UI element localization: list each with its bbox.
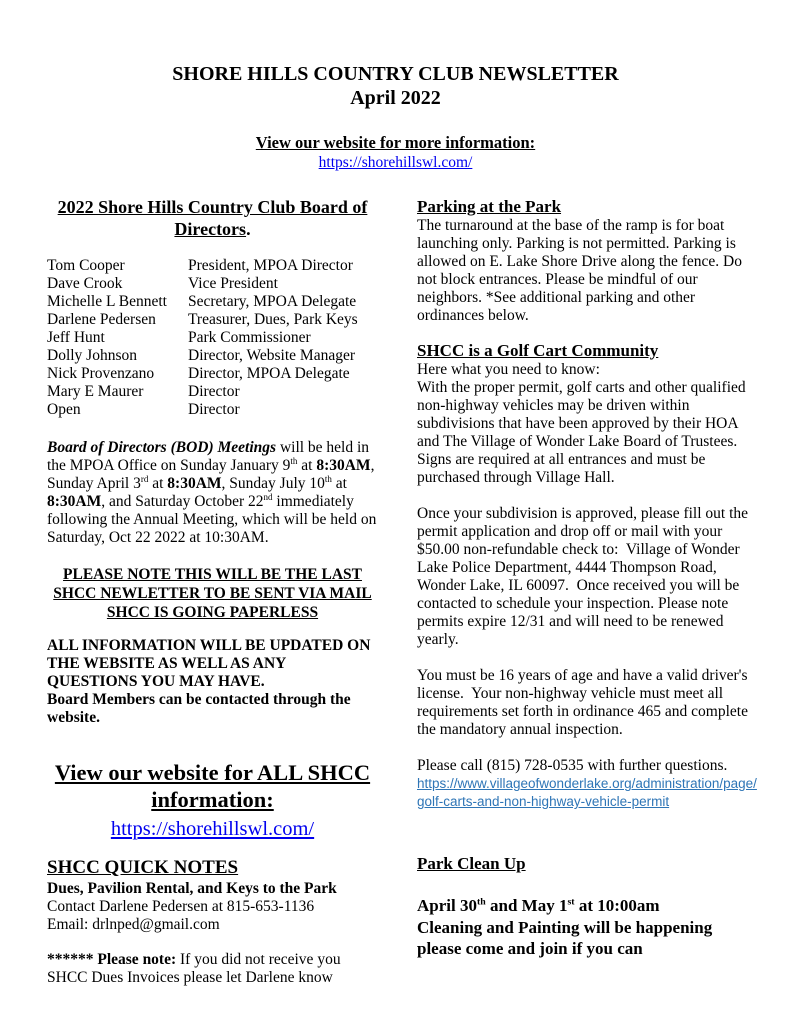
board-member-row — [47, 383, 378, 401]
dues-note-text: If you did not receive you SHCC Dues Invoices please let Darlene know — [47, 951, 341, 986]
dues-note — [47, 951, 378, 987]
member-role: President, MPOA Director — [188, 257, 353, 274]
page-title — [0, 62, 791, 110]
park-cleanup-details — [417, 895, 763, 960]
quick-notes-heading: SHCC QUICK NOTES — [47, 857, 239, 878]
cleanup-activity-line: Cleaning and Painting will be happening — [417, 917, 713, 937]
golf-cart-paragraph: With the proper permit, golf carts and other qualified non-highway vehicles may be driven within subdivisions that have been approved by their HOA and The Village of Wonder Lake Board of Trustees. Signs are required at all entrances and must be purchased through Village Hall. — [417, 379, 750, 486]
view-all-section — [47, 759, 378, 842]
newsletter-header — [0, 0, 791, 173]
permit-paragraph: Once your subdivision is approved, please fill out the permit application and drop off or mail with your $50.00 non-refundable check to: Village of Wonder Lake Police Department, 4444 Thompson Road, Wonder Lake, IL 60097. Once received you will be contacted to schedule your inspection. Please note permits expire 12/31 and will need to be renewed yearly. — [417, 505, 752, 648]
board-heading — [47, 196, 378, 240]
newsletter-date: April 2022 — [350, 87, 441, 109]
board-heading-period: . — [246, 219, 251, 239]
member-role: Vice President — [188, 275, 278, 292]
dues-subheading: Dues, Pavilion Rental, and Keys to the Park — [47, 880, 337, 897]
member-role: Secretary, MPOA Delegate — [188, 293, 357, 310]
board-contact-note: Board Members can be contacted through the website. — [47, 691, 351, 726]
board-members-list — [47, 257, 378, 419]
left-column — [47, 196, 378, 987]
page-title-line1: SHORE HILLS COUNTRY CLUB NEWSLETTER — [172, 63, 619, 85]
questions-line: Please call (815) 728-0535 with further questions. — [417, 757, 728, 774]
member-name: Dave Crook — [47, 275, 123, 292]
right-column — [417, 196, 763, 960]
parking-heading: Parking at the Park — [417, 197, 562, 216]
bod-meetings-paragraph: Board of Directors (BOD) Meetings will be held in the MPOA Office on Sunday January 9th at 8:30AM, Sunday April 3rd at 8:30AM, Sunday July 10th at 8:30AM, and Saturday October 22nd immediately following the Annual Meeting, which will be held on Saturday, Oct 22 2022 at 10:30AM. — [47, 439, 377, 546]
paperless-notice — [47, 565, 378, 622]
park-cleanup-heading: Park Clean Up — [417, 854, 526, 873]
park-cleanup-section — [417, 853, 763, 960]
member-name: Open — [47, 401, 81, 418]
member-name: Mary E Maurer — [47, 383, 144, 400]
wonderlake-permit-link[interactable]: https://www.villageofwonderlake.org/administration/page/golf-carts-and-non-highway-vehicle-permit — [417, 776, 757, 809]
bod-meetings-lead: Board of Directors (BOD) Meetings — [47, 439, 277, 456]
update-notice — [47, 637, 378, 727]
member-role: Director — [188, 383, 240, 400]
member-role: Park Commissioner — [188, 329, 311, 346]
board-member-row — [47, 257, 378, 275]
board-member-row — [47, 347, 378, 365]
golf-cart-intro: Here what you need to know: — [417, 361, 600, 378]
member-name: Tom Cooper — [47, 257, 125, 274]
website-link[interactable]: https://shorehillswl.com/ — [318, 154, 473, 171]
paperless-notice-line: SHCC IS GOING PAPERLESS — [106, 604, 319, 621]
member-role: Treasurer, Dues, Park Keys — [188, 311, 358, 328]
board-member-row — [47, 365, 378, 383]
contact-line: Contact Darlene Pedersen at 815-653-1136 — [47, 898, 315, 915]
paperless-notice-line: PLEASE NOTE THIS WILL BE THE LAST — [63, 566, 362, 583]
quick-notes-section — [47, 856, 378, 987]
update-notice-caps: ALL INFORMATION WILL BE UPDATED ON THE WEBSITE AS WELL AS ANY QUESTIONS YOU MAY HAVE. — [47, 637, 371, 690]
member-name: Darlene Pedersen — [47, 311, 156, 328]
cleanup-invite-line: please come and join if you can — [417, 939, 643, 958]
member-name: Michelle L Bennett — [47, 293, 167, 310]
paperless-notice-line: SHCC NEWLETTER TO BE SENT VIA MAIL — [53, 585, 372, 602]
member-role: Director, Website Manager — [188, 347, 355, 364]
board-member-row — [47, 401, 378, 419]
member-role: Director, MPOA Delegate — [188, 365, 350, 382]
view-all-heading: View our website for ALL SHCC information: — [54, 760, 371, 812]
member-name: Jeff Hunt — [47, 329, 105, 346]
member-name: Nick Provenzano — [47, 365, 155, 382]
member-name: Dolly Johnson — [47, 347, 137, 364]
board-member-row — [47, 329, 378, 347]
cleanup-date-line: April 30th and May 1st at 10:00am — [417, 896, 660, 915]
member-role: Director — [188, 401, 240, 418]
board-member-row — [47, 293, 378, 311]
dues-note-label: Please note: — [93, 951, 177, 968]
content-columns — [0, 196, 791, 987]
parking-section — [417, 196, 763, 325]
dues-note-stars: ****** — [47, 951, 94, 968]
golf-cart-section — [417, 340, 763, 811]
board-heading-text: 2022 Shore Hills Country Club Board of Directors — [57, 197, 368, 239]
age-requirement-paragraph: You must be 16 years of age and have a valid driver's license. Your non-highway vehicle must meet all requirements set forth in ordinance 465 and complete the mandatory annual inspection. — [417, 667, 752, 738]
view-all-link[interactable]: https://shorehillswl.com/ — [110, 818, 315, 840]
website-prompt: View our website for more information: — [255, 133, 536, 152]
board-member-row — [47, 311, 378, 329]
parking-paragraph: The turnaround at the base of the ramp is for boat launching only. Parking is not permitted. Parking is allowed on E. Lake Shore Drive along the fence. Do not block entrances. Please be mindful of our neighbors. *See additional parking and other ordinances below. — [417, 217, 746, 324]
golf-cart-heading: SHCC is a Golf Cart Community — [417, 341, 659, 360]
email-line: Email: drlnped@gmail.com — [47, 916, 220, 933]
board-member-row — [47, 275, 378, 293]
